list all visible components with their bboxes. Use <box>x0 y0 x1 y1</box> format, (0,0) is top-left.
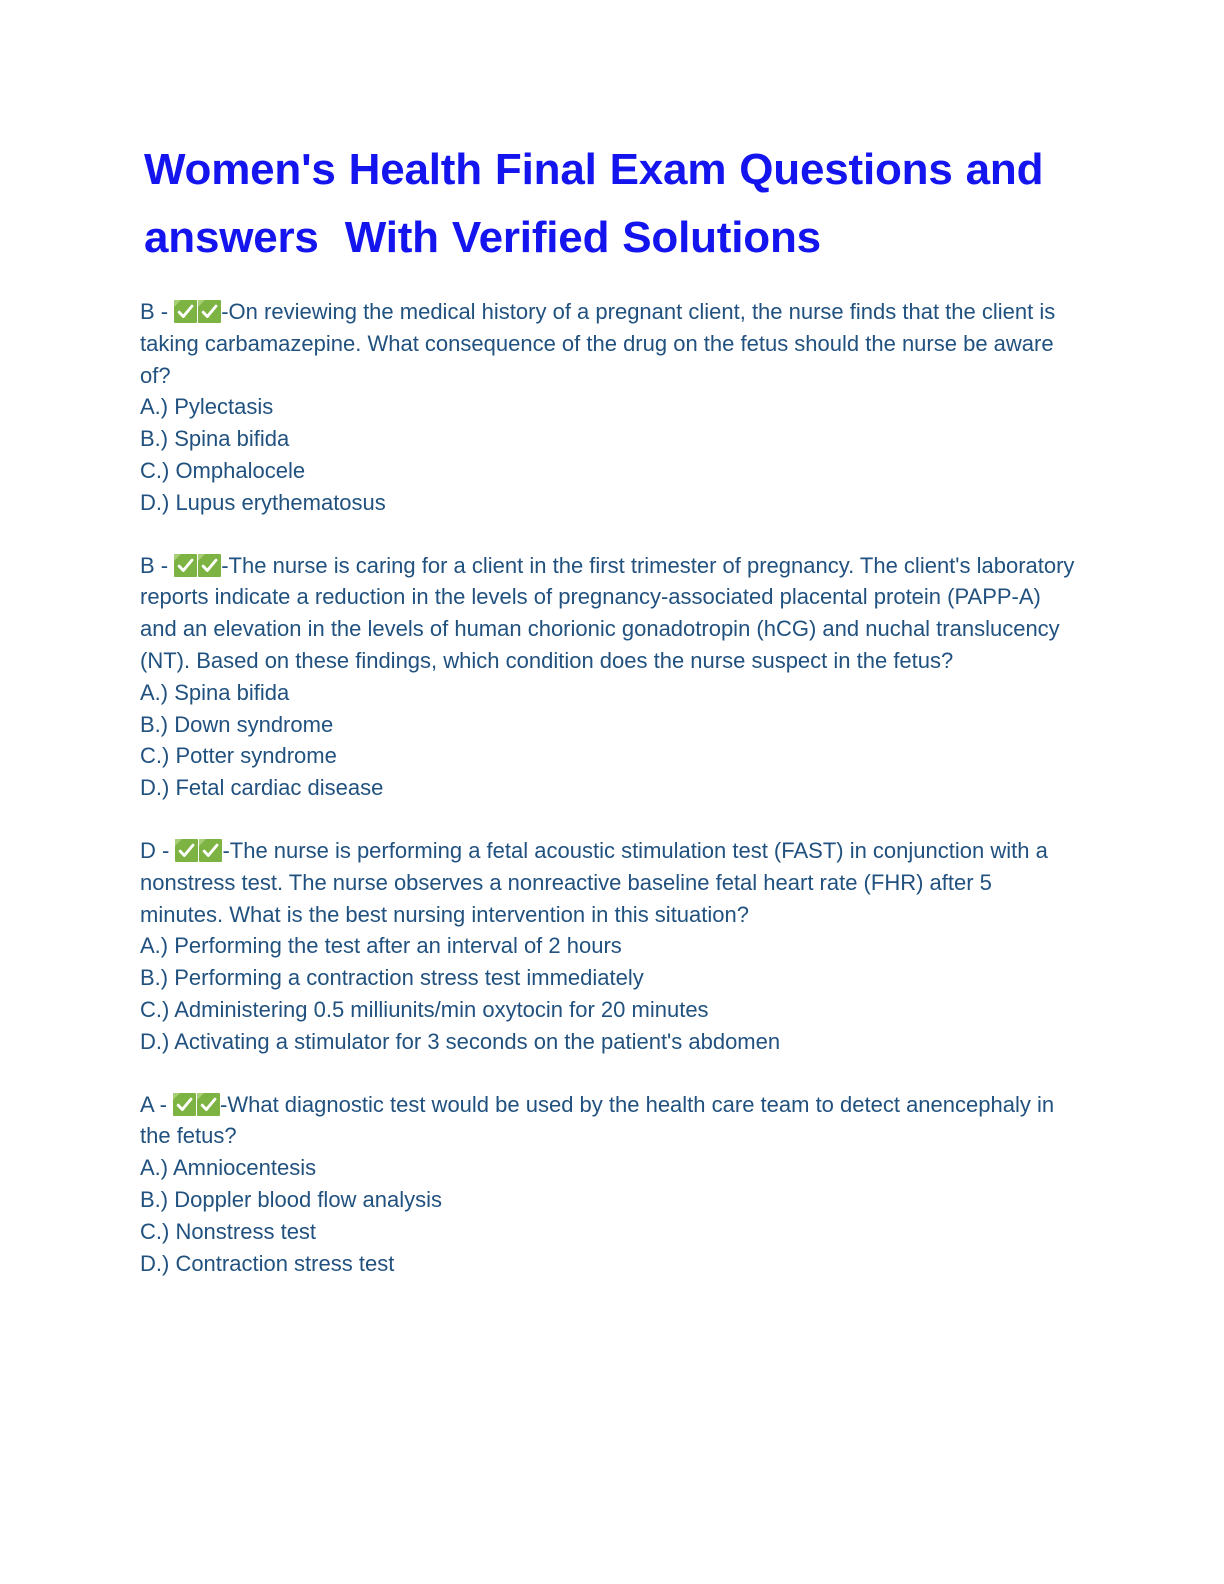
white-check-mark-icon <box>197 1093 220 1116</box>
question-block <box>140 835 1080 1058</box>
white-check-mark-icon <box>175 839 198 862</box>
answer-option-list <box>140 391 1080 518</box>
page-title: Women's Health Final Exam Questions and answers With Verified Solutions <box>144 145 1057 262</box>
answer-option: B.) Doppler blood flow analysis <box>140 1186 443 1212</box>
answer-option: C.) Potter syndrome <box>140 743 337 769</box>
white-check-mark-icon <box>174 554 197 577</box>
question-block <box>140 296 1080 519</box>
answer-key-label: D - <box>140 837 176 863</box>
questions-container <box>140 296 1080 1279</box>
answer-option: B.) Performing a contraction stress test immediately <box>140 965 644 991</box>
answer-option-list <box>140 930 1080 1057</box>
answer-option: C.) Omphalocele <box>140 457 306 483</box>
answer-option: D.) Activating a stimulator for 3 seconds on the patient's abdomen <box>140 1028 781 1054</box>
question-text: -The nurse is caring for a client in the first trimester of pregnancy. The client's laboratory reports indicate a reduction in the levels of pregnancy-associated placental protein (PAPP-A) and an elevation in the levels of human chorionic gonadotropin (hCG) and nuchal translucency (NT). Based on these findings, which condition does the nurse suspect in the fetus? <box>140 552 1075 673</box>
question-stem <box>140 550 1080 677</box>
question-text: -What diagnostic test would be used by the health care team to detect anencephaly in the fetus? <box>140 1091 1055 1149</box>
answer-option: D.) Fetal cardiac disease <box>140 775 384 801</box>
question-block <box>140 1089 1080 1280</box>
answer-option: A.) Amniocentesis <box>140 1155 317 1181</box>
question-stem <box>140 835 1080 930</box>
white-check-mark-icon <box>173 1093 196 1116</box>
document-body <box>140 136 1080 1279</box>
white-check-mark-icon <box>174 300 197 323</box>
answer-option: D.) Contraction stress test <box>140 1250 395 1276</box>
question-block <box>140 550 1080 804</box>
question-stem <box>140 296 1080 391</box>
answer-key-label: B - <box>140 552 175 578</box>
white-check-mark-icon <box>199 839 222 862</box>
answer-option: D.) Lupus erythematosus <box>140 489 386 515</box>
answer-option: A.) Pylectasis <box>140 394 274 420</box>
answer-option: B.) Spina bifida <box>140 426 290 452</box>
answer-option: B.) Down syndrome <box>140 711 334 737</box>
question-text: -On reviewing the medical history of a pregnant client, the nurse finds that the client is taking carbamazepine. What consequence of the drug on the fetus should the nurse be aware of? <box>140 299 1056 388</box>
answer-key-label: B - <box>140 299 175 324</box>
answer-option: C.) Nonstress test <box>140 1218 317 1244</box>
question-stem <box>140 1089 1080 1153</box>
answer-option: C.) Administering 0.5 milliunits/min oxytocin for 20 minutes <box>140 996 709 1022</box>
answer-option-list <box>140 677 1080 804</box>
question-text: -The nurse is performing a fetal acoustic stimulation test (FAST) in conjunction with a nonstress test. The nurse observes a nonreactive baseline fetal heart rate (FHR) after 5 minutes. What is the best nursing intervention in this situation? <box>140 837 1048 927</box>
answer-option: A.) Performing the test after an interval of 2 hours <box>140 933 622 959</box>
answer-option: A.) Spina bifida <box>140 679 290 705</box>
white-check-mark-icon <box>198 300 221 323</box>
answer-key-label: A - <box>140 1091 174 1117</box>
answer-option-list <box>140 1152 1080 1279</box>
white-check-mark-icon <box>198 554 221 577</box>
